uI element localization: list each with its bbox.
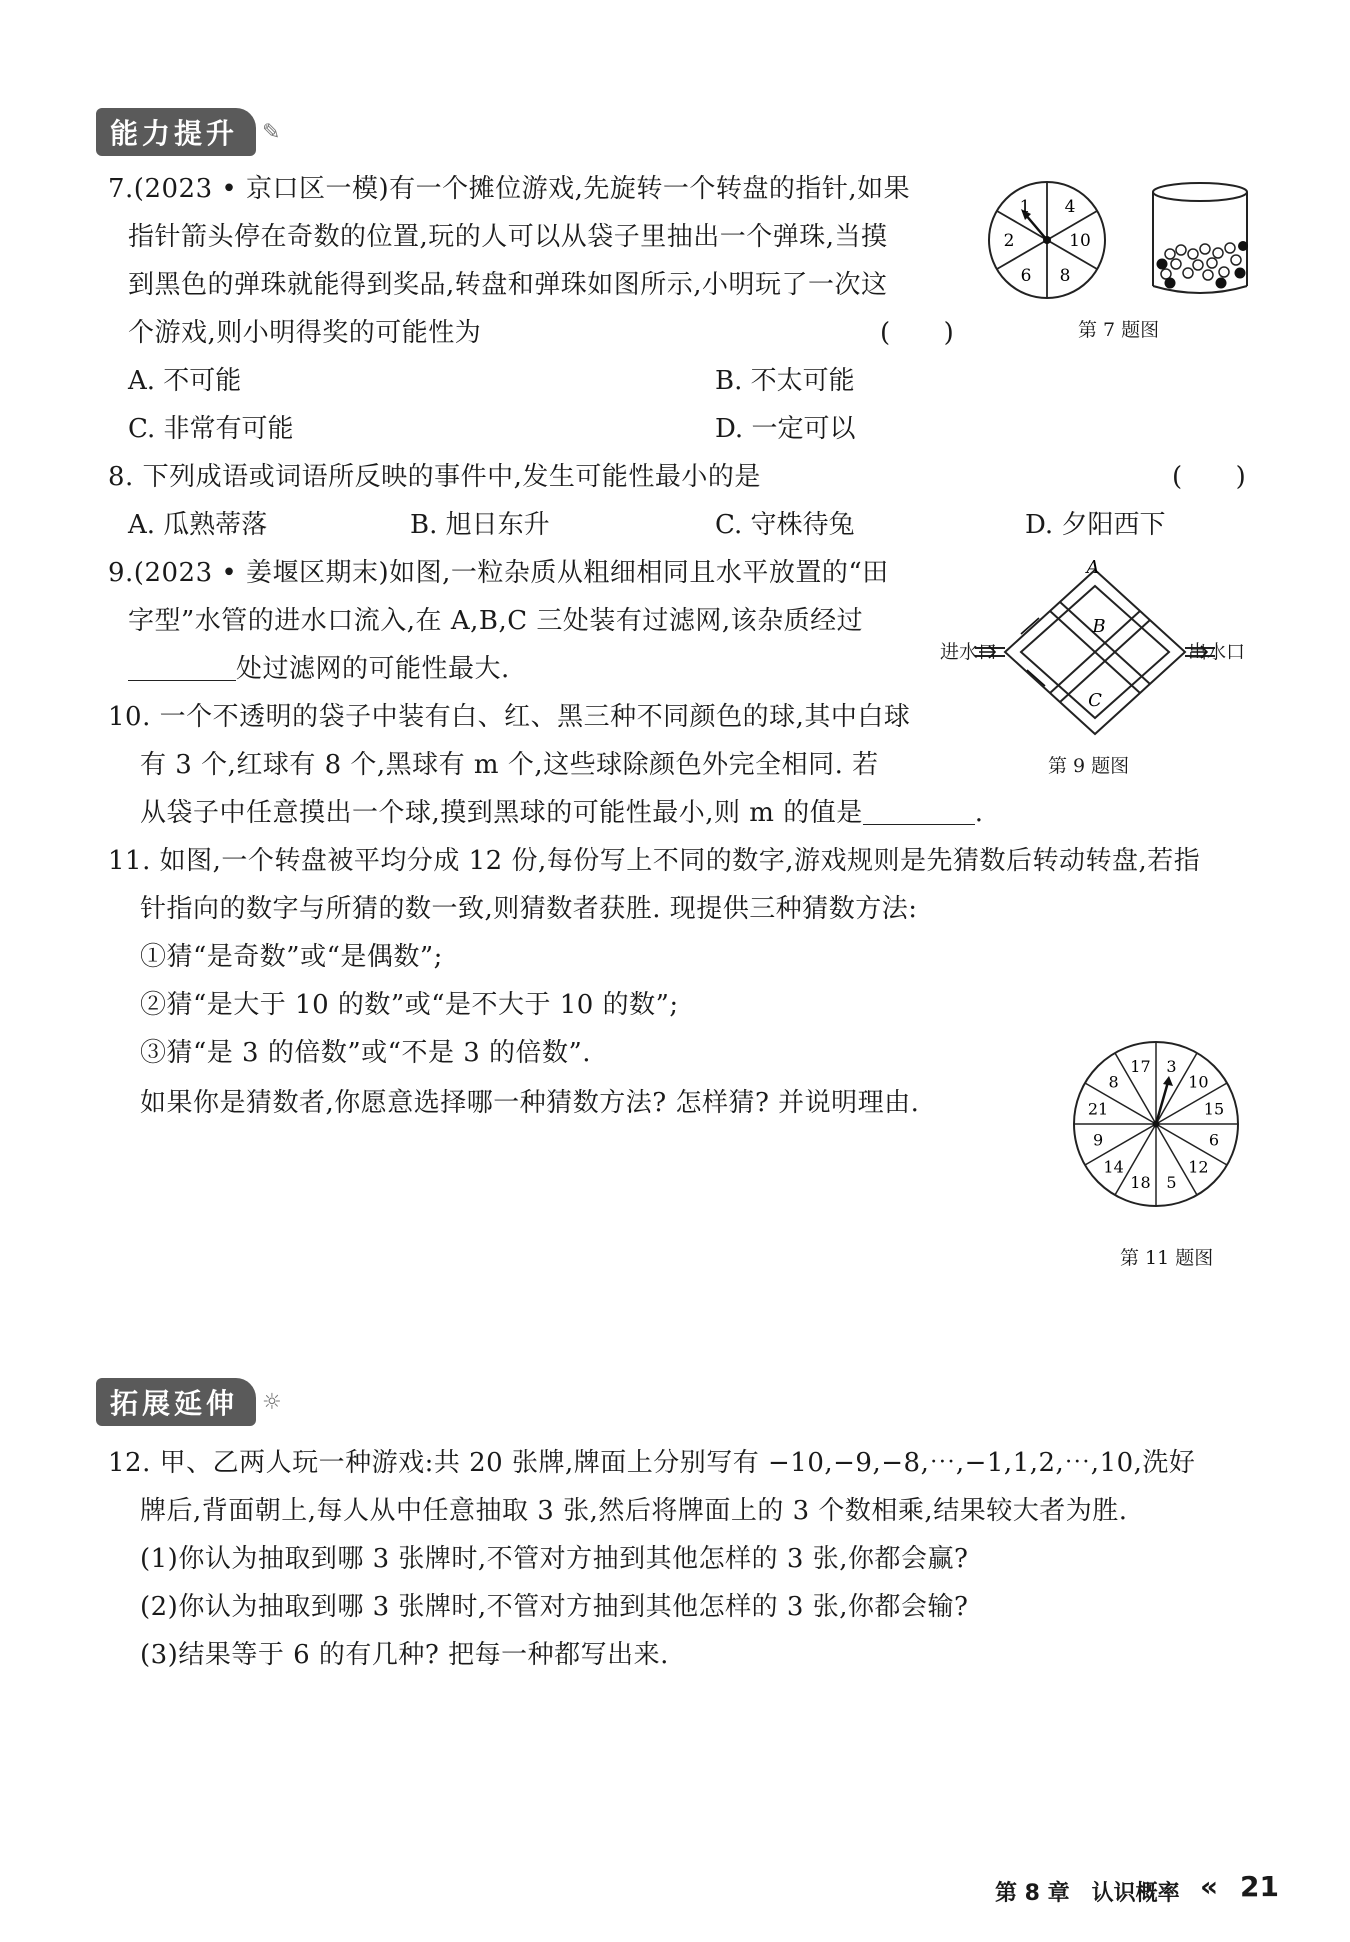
q7-option-b: B. 不太可能 <box>715 366 855 396</box>
q11-spinner-num: 14 <box>1103 1157 1124 1177</box>
q11-method-1: ①猜“是奇数”或“是偶数”; <box>140 942 443 972</box>
q10-line-3-end: . <box>974 798 984 828</box>
q8-option-b: B. 旭日东升 <box>410 510 550 540</box>
q11-spinner-num: 12 <box>1188 1157 1209 1177</box>
q12-line-2: 牌后,背面朝上,每人从中任意抽取 3 张,然后将牌面上的 3 个数相乘,结果较大者为胜. <box>140 1496 1128 1526</box>
q11-spinner-num: 21 <box>1087 1099 1109 1119</box>
q7-figure-caption: 第 7 题图 <box>1078 319 1160 341</box>
q7-line-2: 指针箭头停在奇数的位置,玩的人可以从袋子里抽出一个弹珠,当摸 <box>128 222 888 252</box>
q11-method-3: ③猜“是 3 的倍数”或“不是 3 的倍数”. <box>140 1038 592 1068</box>
section-header-extension <box>96 1378 282 1426</box>
q7-answer-bracket: ( ) <box>880 318 955 348</box>
q12-part-1: (1)你认为抽取到哪 3 张牌时,不管对方抽到其他怎样的 3 张,你都会赢? <box>140 1544 969 1574</box>
q9-answer-blank[interactable] <box>128 654 236 681</box>
q11-spinner-num: 8 <box>1108 1072 1119 1092</box>
q7-spinner-num-6: 6 <box>1020 266 1032 286</box>
q11-spinner-num: 18 <box>1130 1172 1151 1192</box>
q8-line: 8. 下列成语或词语所反映的事件中,发生可能性最小的是 <box>108 462 761 492</box>
q7-option-c: C. 非常有可能 <box>128 414 294 444</box>
q10-line-3-text: 从袋子中任意摸出一个球,摸到黑球的可能性最小,则 m 的值是 <box>140 798 863 828</box>
q11-spinner-num: 9 <box>1092 1130 1104 1150</box>
section-title: 拓展延伸 <box>96 1378 256 1426</box>
q11-spinner-num: 6 <box>1208 1130 1220 1150</box>
q9-outlet-label: 出水口 <box>1188 641 1246 663</box>
q10-line-1: 10. 一个不透明的袋子中装有白、红、黑三种不同颜色的球,其中白球 <box>108 702 911 732</box>
q9-line-3-text: 处过滤网的可能性最大. <box>236 654 510 684</box>
q7-spinner-num-4: 4 <box>1064 197 1076 217</box>
q7-spinner-num-1: 1 <box>1019 197 1031 217</box>
q11-spinner-figure <box>1070 1038 1242 1210</box>
q12-part-2: (2)你认为抽取到哪 3 张牌时,不管对方抽到其他怎样的 3 张,你都会输? <box>140 1592 969 1622</box>
q11-spinner-num: 17 <box>1130 1057 1151 1077</box>
q9-inlet-label: 进水口 <box>940 641 998 663</box>
section-header-ability <box>96 108 280 156</box>
q11-spinner-num: 10 <box>1188 1072 1209 1092</box>
q7-line-4: 个游戏,则小明得奖的可能性为 <box>128 318 482 348</box>
q10-line-3 <box>140 796 983 830</box>
section-title: 能力提升 <box>96 108 256 156</box>
q8-answer-bracket: ( ) <box>1172 462 1247 492</box>
q11-line-2: 针指向的数字与所猜的数一致,则猜数者获胜. 现提供三种猜数方法: <box>140 894 918 924</box>
q7-line-3: 到黑色的弹珠就能得到奖品,转盘和弹珠如图所示,小明玩了一次这 <box>128 270 888 300</box>
q8-option-a: A. 瓜熟蒂落 <box>128 510 268 540</box>
q11-spinner-num: 15 <box>1203 1099 1225 1119</box>
q7-line-1: 7.(2023 • 京口区一模)有一个摊位游戏,先旋转一个转盘的指针,如果 <box>108 174 911 204</box>
q8-option-c: C. 守株待兔 <box>715 510 855 540</box>
q12-line-1: 12. 甲、乙两人玩一种游戏:共 20 张牌,牌面上分别写有 −10,−9,−8,⋯,−1,1,2,⋯,10,洗好 <box>108 1448 1196 1478</box>
footer-chapter: 第 8 章 认识概率 <box>995 1881 1180 1906</box>
q7-option-a: A. 不可能 <box>128 366 242 396</box>
q9-line-3 <box>128 652 510 686</box>
q11-question: 如果你是猜数者,你愿意选择哪一种猜数方法? 怎样猜? 并说明理由. <box>140 1088 920 1118</box>
q7-option-d: D. 一定可以 <box>715 414 856 444</box>
q9-figure-caption: 第 9 题图 <box>1048 755 1130 777</box>
q9-label-b: B <box>1092 616 1106 637</box>
q7-spinner-num-8: 8 <box>1059 266 1071 286</box>
q9-line-2: 字型”水管的进水口流入,在 A,B,C 三处装有过滤网,该杂质经过 <box>128 606 864 636</box>
q12-part-3: (3)结果等于 6 的有几种? 把每一种都写出来. <box>140 1640 669 1670</box>
q9-line-1: 9.(2023 • 姜堰区期末)如图,一粒杂质从粗细相同且水平放置的“田 <box>108 558 889 588</box>
q7-spinner-figure <box>985 178 1110 303</box>
q11-figure-caption: 第 11 题图 <box>1120 1247 1214 1269</box>
q11-spinner-num: 5 <box>1166 1172 1177 1192</box>
q9-label-c: C <box>1088 690 1102 711</box>
q9-label-a: A <box>1086 560 1100 578</box>
sparkle-icon: ✎ <box>262 119 281 145</box>
lightbulb-icon: ☼ <box>262 1389 282 1415</box>
q10-answer-blank[interactable] <box>863 798 975 825</box>
q7-spinner-num-2: 2 <box>1003 231 1015 251</box>
q7-marble-jar <box>1148 178 1253 300</box>
page-number: 21 <box>1240 1870 1279 1903</box>
q11-method-2: ②猜“是大于 10 的数”或“是不大于 10 的数”; <box>140 990 679 1020</box>
footer-arrows-icon: « <box>1200 1870 1219 1903</box>
q11-spinner-num: 3 <box>1166 1057 1177 1077</box>
q11-line-1: 11. 如图,一个转盘被平均分成 12 份,每份写上不同的数字,游戏规则是先猜数后转动转盘,若指 <box>108 846 1201 876</box>
q7-spinner-num-10: 10 <box>1069 231 1091 251</box>
q10-line-2: 有 3 个,红球有 8 个,黑球有 m 个,这些球除颜色外完全相同. 若 <box>140 750 879 780</box>
q8-option-d: D. 夕阳西下 <box>1025 510 1166 540</box>
